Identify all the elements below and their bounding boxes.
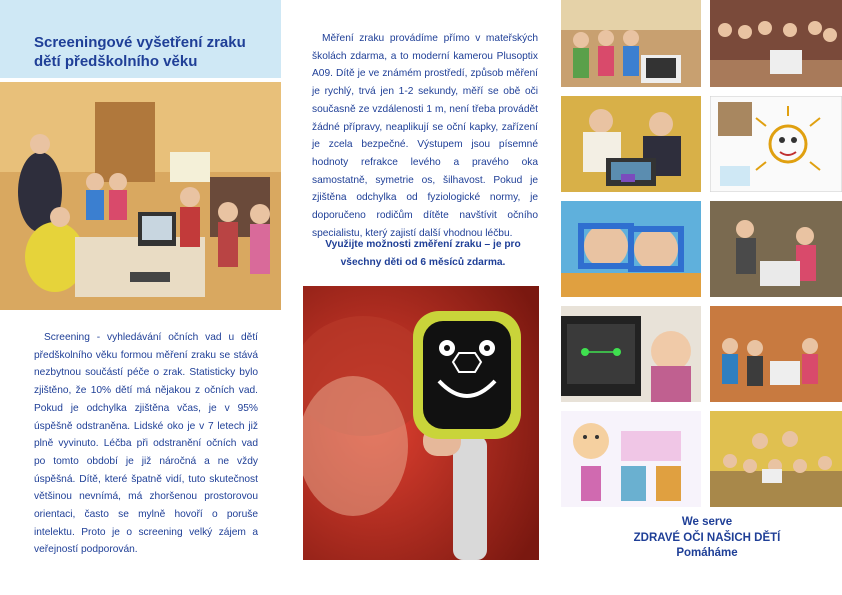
title-line-2: dětí předškolního věku — [34, 53, 198, 70]
plusoptix-camera-photo — [303, 286, 539, 560]
photo-screen-girl — [561, 306, 701, 402]
screening-text: Screening - vyhledávání očních vad u dětí předškolního věku formou měření zraku se stává nezbytnou součástí péče o zrak. Statisticky bylo zjištěno, že 10% dětí má nějakou z očních vad. Pokud je odchylka zjištěna včas, je v 95% úspěšně odstraněna. Lidské oko je v 7 letech již plně vyvinuto. Léčba při odstranění očních vad po tomto období je již náročná a ne vždy úspěšná. Dítě, které špatně vidí, tuto skutečnost většinou nevnímá, má zhoršenou prostorovou orientaci, často se mylně hovoří o poruše intelektu. Proto je o screening velký zájem a veřejností podporován. — [34, 332, 258, 556]
serve-line-3: Pomáháme — [676, 547, 738, 559]
photo-drawings — [710, 96, 842, 192]
photo-class-group — [710, 0, 842, 87]
photo-child-drawing — [561, 411, 701, 507]
callout — [312, 236, 534, 271]
page-title — [34, 33, 274, 71]
screening-paragraph — [34, 329, 258, 559]
photo-boys-frames — [561, 201, 701, 297]
callout-line-1: Využijte možnosti změření zraku – je pro — [325, 239, 521, 250]
callout-line-2: všechny děti od 6 měsíců zdarma. — [340, 256, 506, 268]
photo-kids-computer — [710, 306, 842, 402]
serve-line-2: ZDRAVÉ OČI NAŠICH DĚTÍ — [633, 531, 781, 544]
photo-children-table — [710, 201, 842, 297]
photo-kids-camera — [561, 0, 701, 87]
classroom-photo — [0, 82, 281, 310]
measurement-text: Měření zraku provádíme přímo v mateřských školách zdarma, a to moderní kamerou Plusoptix A09. Dítě je ve známém prostředí, způsob měření je rychlý, trvá jen 1-2 sekundy, měří se obě oči současně ze vzdálenosti 1 m, není třeba provádět žádné přípravy, neaplikují se oční kapky, zařízení je zcela bezpečné. Výstupem jsou písemné hodnoty refrakce levého a pravého oka samostatně, symetrie os, šilhavost. Pokud je zjištěna odchylka od fyziologické normy, je doporučeno rodičům dítěte navštívit očního specialistu, který zajistí další vhodnou léčbu. — [312, 33, 538, 239]
measurement-paragraph — [312, 30, 538, 242]
title-line-1: Screeningové vyšetření zraku — [34, 34, 246, 51]
photo-women-device — [561, 96, 701, 192]
lions-serve-block — [583, 515, 831, 562]
serve-line-1: We serve — [681, 516, 733, 528]
photo-group-yellow-room — [710, 411, 842, 507]
